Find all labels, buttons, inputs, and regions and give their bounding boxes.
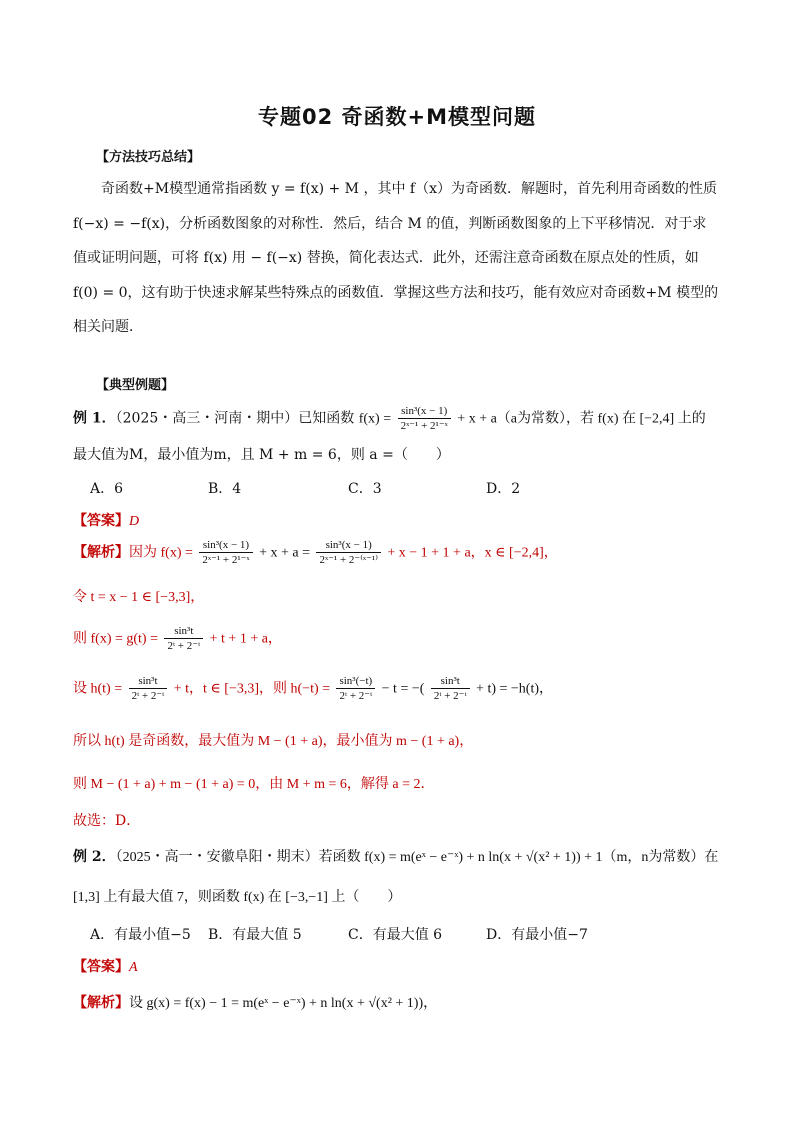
example-2-label: 例 2．: [73, 849, 116, 865]
example-1-tail: + x + a（a为常数），若 f(x) 在 [−2,4] 上的: [457, 411, 706, 427]
fraction-numerator: sin³(x − 1): [199, 538, 252, 553]
example-2-solution-line-1: [73, 992, 437, 1012]
page-title: 专题02 奇函数+M模型问题: [257, 105, 537, 129]
method-summary-paragraph: [73, 172, 725, 345]
answer-tag: 【答案】: [73, 513, 129, 529]
fraction-numerator: sin³t: [164, 624, 203, 639]
example-1-source: （2025・高三・河南・期中）已知函数: [115, 410, 355, 427]
fraction-numerator: sin³t: [431, 674, 470, 689]
solution-fraction: [316, 538, 380, 567]
example-2-question-line-2: [1,3] 上有最大值 7，则函数 f(x) 在 [−3,−1] 上（ ）: [73, 890, 402, 905]
solution-text: 设 h(t) =: [73, 681, 123, 697]
solution-fraction: [129, 674, 168, 703]
example-1-question-line-1: [73, 404, 706, 433]
example-1-solution-line-2: 令 t = x − 1 ∈ [−3,3]，: [73, 590, 205, 605]
solution-text: − t = −(: [381, 681, 425, 697]
solution-text: + t + 1 + a，: [209, 631, 282, 647]
example-1-fraction: [398, 404, 451, 433]
method-line-5: 相关问题．: [73, 319, 143, 335]
method-summary-heading: 【方法技巧总结】: [96, 150, 201, 165]
example-1-fx: f(x) =: [358, 411, 392, 427]
answer-value: D: [129, 514, 140, 529]
example-1-question-line-2: 最大值为M，最小值为m，且 M + m = 6，则 a =（ ）: [73, 447, 450, 463]
solution-text: 则 f(x) = g(t) =: [73, 631, 158, 647]
option-d: D．有最小值−7: [486, 927, 588, 943]
example-1-solution-line-3: [73, 624, 282, 653]
analysis-tag: 【解析】: [73, 995, 129, 1011]
method-line-2: f(−x) = −f(x)，分析函数图象的对称性．然后，结合 M 的值，判断函数图象的上下平移情况．对于求: [73, 215, 707, 232]
example-2-text: （2025・高一・安徽阜阳・期末）若函数 f(x) = m(eˣ − e⁻ˣ) + n ln(x + √(x² + 1)) + 1（m，n为常数）在: [115, 850, 719, 865]
solution-text: + t) = −h(t)，: [476, 681, 553, 697]
solution-text: + x − 1 + 1 + a，x ∈ [−2,4]，: [387, 545, 558, 561]
example-1-answer: [73, 510, 139, 530]
fraction-numerator: sin³(−t): [336, 674, 375, 689]
example-2-question-line-1: [73, 846, 718, 866]
fraction-denominator: 2ˣ⁻¹ + 2¹⁻ˣ: [400, 420, 448, 432]
solution-fraction: [336, 674, 375, 703]
examples-heading: 【典型例题】: [96, 378, 175, 393]
solution-fraction: [431, 674, 470, 703]
solution-text: 因为 f(x) =: [129, 545, 193, 561]
fraction-denominator: 2ᵗ + 2⁻ᵗ: [339, 690, 373, 702]
option-d: D．2: [486, 481, 521, 497]
fraction-denominator: 2ˣ⁻¹ + 2¹⁻ˣ: [202, 554, 250, 566]
method-line-4: f(0) = 0，这有助于快速求解某些特殊点的函数值．掌握这些方法和技巧，能有效应对奇函数+M 模型的: [73, 284, 719, 301]
solution-text: 设 g(x) = f(x) − 1 = m(eˣ − e⁻ˣ) + n ln(x + √(x² + 1))，: [129, 996, 438, 1011]
example-1-solution-line-6: 则 M − (1 + a) + m − (1 + a) = 0，由 M + m = 6，解得 a = 2．: [73, 777, 435, 792]
option-a: A．6: [90, 481, 124, 497]
fraction-denominator: 2ˣ⁻¹ + 2⁻⁽ˣ⁻¹⁾: [319, 554, 378, 566]
solution-fraction: [199, 538, 252, 567]
fraction-numerator: sin³(x − 1): [316, 538, 380, 553]
fraction-denominator: 2ᵗ + 2⁻ᵗ: [433, 690, 467, 702]
example-1-solution-line-4: [73, 674, 553, 703]
fraction-numerator: sin³(x − 1): [398, 404, 451, 419]
fraction-numerator: sin³t: [129, 674, 168, 689]
analysis-tag: 【解析】: [73, 544, 129, 561]
option-c: C．有最大值 6: [348, 927, 443, 943]
fraction-denominator: 2ᵗ + 2⁻ᵗ: [131, 690, 165, 702]
method-line-1: 奇函数+M模型通常指函数 y = f(x) + M ，其中 f（x）为奇函数．解题时，首先利用奇函数的性质: [101, 181, 717, 197]
solution-text: + t，t ∈ [−3,3]，则 h(−t) =: [173, 681, 331, 697]
example-1-solution-line-1: [73, 538, 558, 567]
method-line-3: 值或证明问题，可将 f(x) 用 − f(−x) 替换，简化表达式．此外，还需注意奇函数在原点处的性质，如: [73, 250, 699, 266]
fraction-denominator: 2ᵗ + 2⁻ᵗ: [167, 640, 201, 652]
answer-tag: 【答案】: [73, 959, 129, 975]
solution-text: + x + a =: [259, 545, 310, 561]
answer-value: A: [129, 960, 138, 975]
option-c: C．3: [348, 481, 382, 497]
option-b: B．4: [208, 481, 242, 497]
solution-fraction: [164, 624, 203, 653]
option-a: A．有最小值−5: [90, 927, 191, 943]
example-1-solution-line-5: 所以 h(t) 是奇函数，最大值为 M − (1 + a)，最小值为 m − (1 + a)，: [73, 734, 474, 749]
example-2-answer: [73, 956, 138, 976]
option-b: B．有最大值 5: [208, 927, 302, 943]
example-1-label: 例 1．: [73, 410, 116, 427]
example-1-solution-line-7: 故选：D．: [73, 813, 141, 829]
